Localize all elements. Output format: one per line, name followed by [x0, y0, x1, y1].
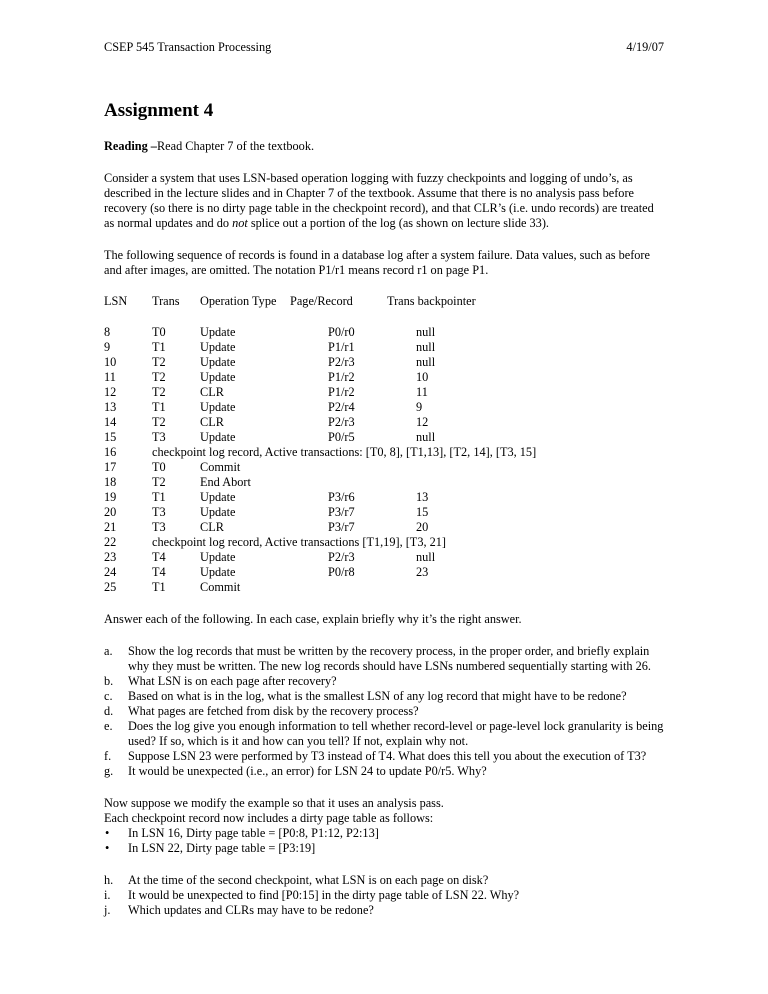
header-trans: Trans: [152, 294, 180, 308]
question-list: [104, 644, 664, 779]
log-record-row: [104, 520, 664, 535]
log-page-record: P1/r1: [328, 340, 355, 354]
log-lsn: 20: [104, 505, 117, 519]
log-trans: T1: [152, 580, 166, 594]
log-record-row: [104, 340, 664, 355]
log-record-row: [104, 565, 664, 580]
header-operation-type: Operation Type: [200, 294, 277, 308]
log-operation: CLR: [200, 520, 224, 534]
header-trans-backpointer: Trans backpointer: [387, 294, 476, 308]
question-text: Show the log records that must be written by the recovery process, in the proper order, and briefly explain why they must be written. The new log records should have LSNs numbered sequentially starting with 26.: [128, 644, 651, 673]
question-item: [104, 873, 664, 888]
page-header: [104, 40, 664, 55]
question-label: e.: [104, 719, 113, 733]
question-text: At the time of the second checkpoint, what LSN is on each page on disk?: [128, 873, 489, 887]
checkpoint-text: checkpoint log record, Active transactions [T1,19], [T3, 21]: [152, 535, 447, 549]
log-operation: Update: [200, 430, 236, 444]
document-page: [104, 40, 664, 918]
log-page-record: P3/r7: [328, 505, 355, 519]
log-lsn: 13: [104, 400, 117, 414]
log-lsn: 25: [104, 580, 117, 594]
log-backpointer: null: [416, 325, 436, 339]
log-backpointer: null: [416, 550, 436, 564]
question-text: Does the log give you enough information to tell whether record-level or page-level lock granularity is being used? If so, which is it and how can you tell? If not, explain why not.: [128, 719, 664, 748]
log-backpointer: 13: [416, 490, 429, 504]
log-table: [104, 325, 664, 595]
log-record-row: [104, 460, 664, 475]
log-page-record: P1/r2: [328, 370, 355, 384]
question-label: j.: [104, 903, 111, 917]
question-text: What pages are fetched from disk by the recovery process?: [128, 704, 419, 718]
log-backpointer: 20: [416, 520, 429, 534]
question-item: [104, 903, 664, 918]
log-backpointer: 10: [416, 370, 429, 384]
question-label: c.: [104, 689, 113, 703]
log-backpointer: 11: [416, 385, 428, 399]
log-record-row: [104, 535, 664, 550]
log-record-row: [104, 490, 664, 505]
question-text: It would be unexpected (i.e., an error) for LSN 24 to update P0/r5. Why?: [128, 764, 487, 778]
log-lsn: 8: [104, 325, 111, 339]
question-label: f.: [104, 749, 112, 763]
log-trans: T0: [152, 460, 166, 474]
checkpoint-text: checkpoint log record, Active transactions: [T0, 8], [T1,13], [T2, 14], [T3, 15]: [152, 445, 537, 459]
reading-label: Reading –: [104, 139, 157, 153]
question-text: Which updates and CLRs may have to be redone?: [128, 903, 374, 917]
log-record-row: [104, 400, 664, 415]
log-trans: T2: [152, 415, 166, 429]
log-description-paragraph: The following sequence of records is found in a database log after a system failure. Data values, such as before and after images, are omitted. The notation P1/r1 means record r1 on page P1.: [104, 248, 650, 277]
intro-text-1: Consider a system that uses LSN-based operation logging with fuzzy checkpoints and logging of undo’s, as described in the lecture slides and in Chapter 7 of the textbook. Assume that there is no analysis pass before recovery (so there is no dirty page table in the checkpoint record), and that CLR’s (i.e. undo records) are treated as normal updates and do: [104, 171, 654, 230]
question-label: h.: [104, 873, 114, 887]
log-lsn: 23: [104, 550, 117, 564]
log-trans: T2: [152, 385, 166, 399]
log-lsn: 18: [104, 475, 117, 489]
log-trans: T1: [152, 340, 166, 354]
log-page-record: P0/r0: [328, 325, 355, 339]
question-item: [104, 644, 664, 674]
log-operation: Commit: [200, 460, 241, 474]
log-backpointer: null: [416, 355, 436, 369]
header-lsn: LSN: [104, 294, 128, 308]
log-lsn: 22: [104, 535, 117, 549]
analysis-line-1: Now suppose we modify the example so that it uses an analysis pass.: [104, 796, 444, 810]
log-page-record: P1/r2: [328, 385, 355, 399]
question-label: i.: [104, 888, 111, 902]
question-item: [104, 764, 664, 779]
assignment-title: Assignment 4: [104, 100, 214, 121]
log-backpointer: 9: [416, 400, 423, 414]
dirty-page-table-item: [104, 841, 664, 856]
reading-text: Read Chapter 7 of the textbook.: [156, 139, 315, 153]
log-record-row: [104, 385, 664, 400]
log-trans: T2: [152, 355, 166, 369]
header-course: CSEP 545 Transaction Processing: [104, 40, 272, 54]
header-page-record: Page/Record: [290, 294, 353, 308]
log-record-row: [104, 445, 664, 460]
log-lsn: 10: [104, 355, 117, 369]
log-trans: T2: [152, 475, 166, 489]
log-page-record: P0/r8: [328, 565, 355, 579]
question-label: d.: [104, 704, 114, 718]
log-operation: Update: [200, 490, 236, 504]
log-operation: End Abort: [200, 475, 251, 489]
log-lsn: 15: [104, 430, 117, 444]
log-backpointer: null: [416, 430, 436, 444]
dirty-page-table-list: [104, 826, 664, 856]
log-record-row: [104, 580, 664, 595]
log-trans: T4: [152, 550, 166, 564]
log-operation: CLR: [200, 415, 224, 429]
log-record-row: [104, 550, 664, 565]
log-record-row: [104, 355, 664, 370]
log-trans: T1: [152, 490, 166, 504]
question-item: [104, 719, 664, 749]
reading-line: [104, 139, 664, 154]
log-operation: Update: [200, 355, 236, 369]
log-operation: Update: [200, 550, 236, 564]
log-page-record: P2/r3: [328, 550, 355, 564]
log-backpointer: 15: [416, 505, 429, 519]
log-lsn: 11: [104, 370, 116, 384]
log-record-row: [104, 370, 664, 385]
intro-paragraph: [104, 171, 664, 231]
log-lsn: 21: [104, 520, 117, 534]
log-lsn: 16: [104, 445, 117, 459]
log-record-row: [104, 475, 664, 490]
dirty-page-table-item: [104, 826, 664, 841]
question-item: [104, 689, 664, 704]
log-trans: T3: [152, 520, 166, 534]
question-text: What LSN is on each page after recovery?: [128, 674, 337, 688]
log-record-row: [104, 415, 664, 430]
log-trans: T0: [152, 325, 166, 339]
log-operation: Commit: [200, 580, 241, 594]
log-trans: T3: [152, 505, 166, 519]
log-operation: Update: [200, 400, 236, 414]
log-backpointer: null: [416, 340, 436, 354]
log-page-record: P0/r5: [328, 430, 355, 444]
log-lsn: 14: [104, 415, 117, 429]
log-lsn: 12: [104, 385, 117, 399]
log-record-row: [104, 430, 664, 445]
log-table-header: [104, 294, 664, 309]
log-operation: Update: [200, 370, 236, 384]
question-item: [104, 749, 664, 764]
log-record-row: [104, 325, 664, 340]
analysis-pass-section: [104, 796, 664, 856]
log-lsn: 24: [104, 565, 117, 579]
analysis-line-2: Each checkpoint record now includes a dirty page table as follows:: [104, 811, 434, 825]
dirty-page-table-text: In LSN 22, Dirty page table = [P3:19]: [128, 841, 316, 855]
bullet-icon: •: [105, 841, 110, 855]
question-label: b.: [104, 674, 114, 688]
log-page-record: P2/r4: [328, 400, 355, 414]
log-operation: Update: [200, 505, 236, 519]
question-item: [104, 704, 664, 719]
log-record-row: [104, 505, 664, 520]
log-operation: CLR: [200, 385, 224, 399]
log-backpointer: 23: [416, 565, 429, 579]
dirty-page-table-text: In LSN 16, Dirty page table = [P0:8, P1:12, P2:13]: [128, 826, 379, 840]
header-date: 4/19/07: [626, 40, 664, 54]
question-text: Suppose LSN 23 were performed by T3 instead of T4. What does this tell you about the execution of T3?: [128, 749, 647, 763]
log-page-record: P3/r6: [328, 490, 355, 504]
answer-instructions: Answer each of the following. In each case, explain briefly why it’s the right answer.: [104, 612, 522, 626]
bullet-icon: •: [105, 826, 110, 840]
question-text: Based on what is in the log, what is the smallest LSN of any log record that might have to be redone?: [128, 689, 627, 703]
log-lsn: 9: [104, 340, 111, 354]
log-lsn: 19: [104, 490, 117, 504]
question-list-2: [104, 873, 664, 918]
log-trans: T3: [152, 430, 166, 444]
question-item: [104, 888, 664, 903]
question-text: It would be unexpected to find [P0:15] in the dirty page table of LSN 22. Why?: [128, 888, 520, 902]
log-backpointer: 12: [416, 415, 429, 429]
intro-emphasis: not: [232, 216, 248, 230]
log-trans: T1: [152, 400, 166, 414]
log-operation: Update: [200, 340, 236, 354]
log-operation: Update: [200, 325, 236, 339]
log-page-record: P3/r7: [328, 520, 355, 534]
question-label: g.: [104, 764, 114, 778]
log-trans: T2: [152, 370, 166, 384]
log-lsn: 17: [104, 460, 117, 474]
intro-text-2: splice out a portion of the log (as shown on lecture slide 33).: [247, 216, 549, 230]
question-label: a.: [104, 644, 113, 658]
log-trans: T4: [152, 565, 166, 579]
log-page-record: P2/r3: [328, 355, 355, 369]
log-operation: Update: [200, 565, 236, 579]
log-page-record: P2/r3: [328, 415, 355, 429]
question-item: [104, 674, 664, 689]
